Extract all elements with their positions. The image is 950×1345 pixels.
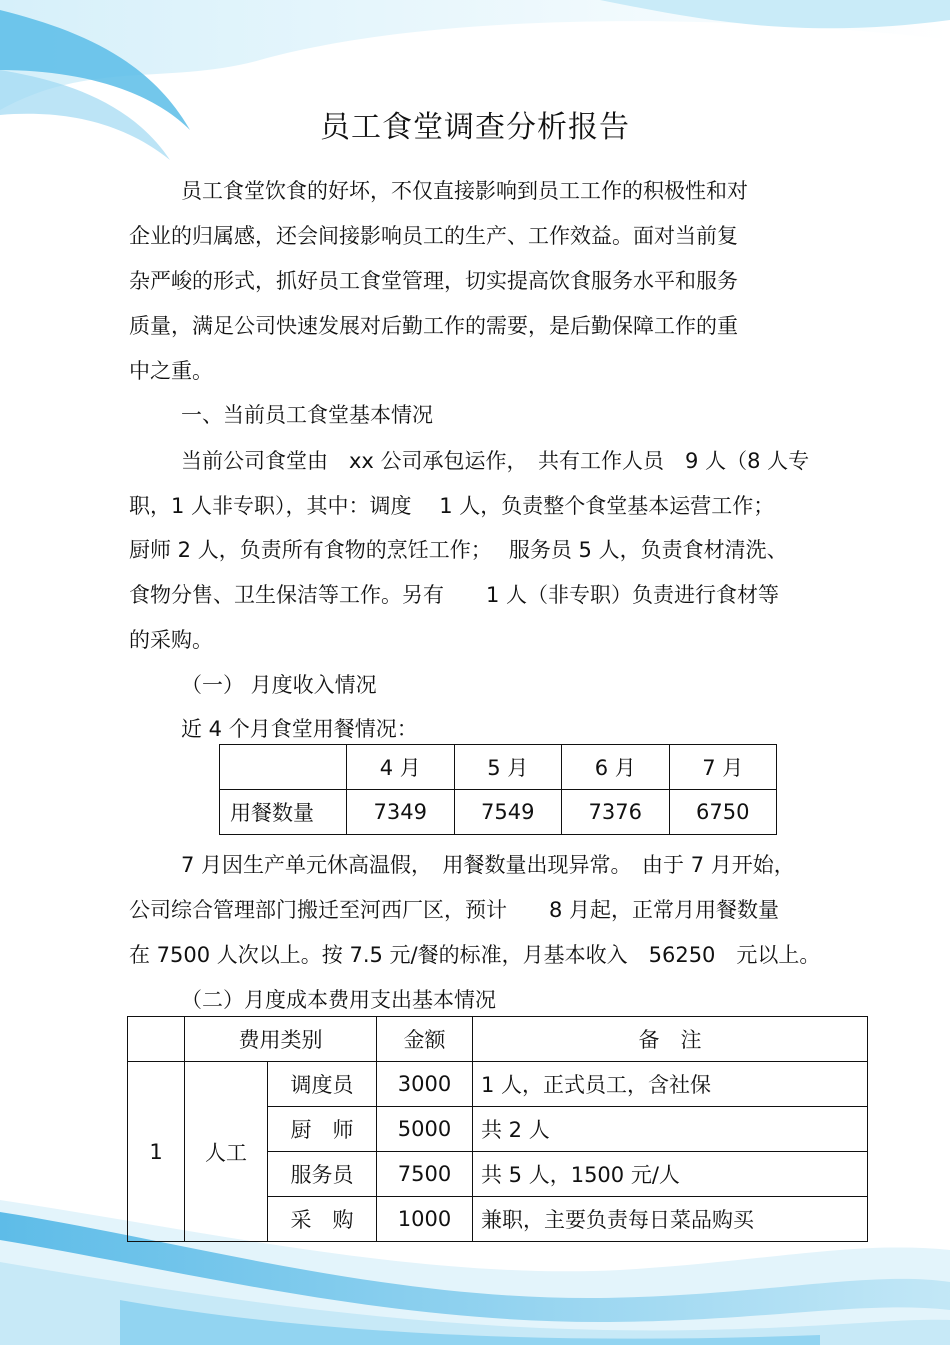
table-header-cell: 费用类别 [185,1017,377,1062]
table-header-cell [220,745,347,790]
paragraph-line: 当前公司食堂由 xx 公司承包运作， 共有工作人员 9 人（8 人专 [181,449,810,473]
note-cell: 共 2 人 [473,1107,868,1152]
table-cell: 7349 [347,790,455,835]
amount-cell: 1000 [377,1197,473,1242]
paragraph-line: 近 4 个月食堂用餐情况： [181,717,418,741]
table-header-cell: 备 注 [473,1017,868,1062]
subsection-heading: （一） 月度收入情况 [181,673,377,697]
table-header-cell: 7 月 [669,745,777,790]
paragraph-line: 中之重。 [129,359,213,383]
item-cell: 厨 师 [268,1107,377,1152]
table-row [128,1062,868,1107]
table-cell: 7549 [454,790,562,835]
table-header-cell: 4 月 [347,745,455,790]
table-cell: 7376 [562,790,670,835]
row-index: 1 [128,1062,185,1242]
table-row [220,745,777,790]
note-cell: 兼职，主要负责每日菜品购买 [473,1197,868,1242]
paragraph-line: 食物分售、卫生保洁等工作。另有 1 人（非专职）负责进行食材等 [129,583,780,607]
paragraph-line: 质量，满足公司快速发展对后勤工作的需要，是后勤保障工作的重 [129,314,738,338]
table-header-cell [128,1017,185,1062]
table-row [128,1017,868,1062]
item-cell: 服务员 [268,1152,377,1197]
paragraph-line: 在 7500 人次以上。按 7.5 元/餐的标准，月基本收入 56250 元以上。 [129,943,821,967]
category-cell: 人工 [185,1062,268,1242]
item-cell: 调度员 [268,1062,377,1107]
item-cell: 采 购 [268,1197,377,1242]
paragraph-line: 员工食堂饮食的好坏，不仅直接影响到员工工作的积极性和对 [181,179,748,203]
amount-cell: 7500 [377,1152,473,1197]
table-header-cell: 金额 [377,1017,473,1062]
amount-cell: 3000 [377,1062,473,1107]
paragraph-line: 厨师 2 人，负责所有食物的烹饪工作； 服务员 5 人，负责食材清洗、 [129,538,788,562]
table-header-cell: 5 月 [454,745,562,790]
paragraph-line: 公司综合管理部门搬迁至河西厂区，预计 8 月起，正常月用餐数量 [129,898,780,922]
note-cell: 1 人，正式员工，含社保 [473,1062,868,1107]
table-row [220,790,777,835]
paragraph-line: 7 月因生产单元休高温假， 用餐数量出现异常。 由于 7 月开始， [181,853,795,877]
meals-table [219,744,777,835]
cost-table [127,1016,868,1242]
paragraph-line: 的采购。 [129,628,213,652]
amount-cell: 5000 [377,1107,473,1152]
subsection-heading: （二）月度成本费用支出基本情况 [181,988,496,1012]
document-title: 员工食堂调查分析报告 [320,110,630,145]
paragraph-line: 职，1 人非专职），其中：调度 1 人，负责整个食堂基本运营工作； [129,494,775,518]
row-label: 用餐数量 [220,790,347,835]
paragraph-line: 杂严峻的形式，抓好员工食堂管理，切实提高饮食服务水平和服务 [129,269,738,293]
note-cell: 共 5 人，1500 元/人 [473,1152,868,1197]
section-heading: 一、当前员工食堂基本情况 [181,403,433,427]
table-cell: 6750 [669,790,777,835]
table-header-cell: 6 月 [562,745,670,790]
paragraph-line: 企业的归属感，还会间接影响员工的生产、工作效益。面对当前复 [129,224,738,248]
